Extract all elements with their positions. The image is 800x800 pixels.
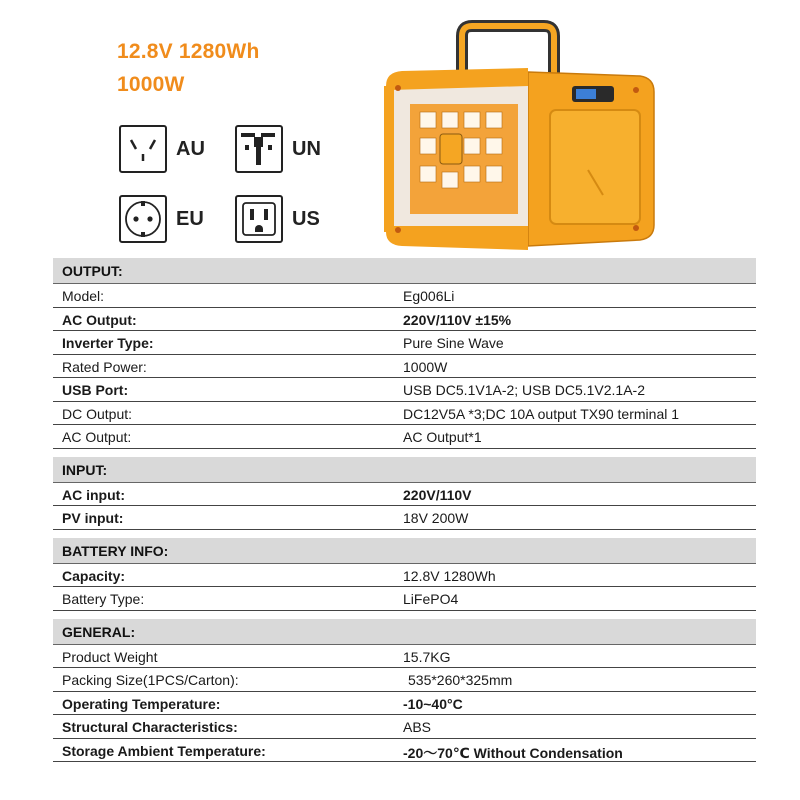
spec-key: Capacity:: [62, 567, 126, 584]
headline-power: 1000W: [117, 73, 185, 96]
table-row: [53, 331, 756, 355]
power-station-image: [378, 20, 663, 252]
plug-label-au: AU: [176, 137, 205, 160]
table-row: [53, 308, 756, 332]
table-row: [53, 506, 756, 530]
table-row: [53, 402, 756, 426]
table-row: [53, 564, 756, 588]
plug-type-eu: [119, 195, 204, 243]
plug-type-us: [235, 195, 320, 243]
section-header: [53, 538, 756, 564]
spec-value: ABS: [403, 719, 432, 735]
section-title: BATTERY INFO:: [62, 542, 169, 559]
table-row: [53, 739, 756, 763]
spec-value: 535*260*325mm: [408, 672, 513, 688]
spec-value: Eg006Li: [403, 288, 455, 304]
plug-type-au: [119, 125, 205, 173]
spec-key: Rated Power:: [62, 358, 147, 375]
spec-key: PV input:: [62, 510, 124, 526]
spec-value: USB DC5.1V1A-2; USB DC5.1V2.1A-2: [403, 382, 645, 398]
spec-key: AC Output:: [62, 311, 137, 328]
spec-value: -10~40°C: [403, 695, 463, 712]
spec-value: 15.7KG: [403, 648, 451, 665]
plug-type-un: [235, 125, 321, 173]
spec-key: Model:: [62, 288, 105, 304]
table-row: [53, 378, 756, 402]
spec-key: Storage Ambient Temperature:: [62, 742, 266, 759]
spec-key: USB Port:: [62, 382, 129, 398]
spec-key: AC Output:: [62, 429, 132, 445]
spec-key: DC Output:: [62, 405, 133, 422]
table-row: [53, 483, 756, 507]
table-row: [53, 668, 756, 692]
spec-value: 18V 200W: [403, 510, 469, 526]
table-row: [53, 425, 756, 449]
section-input: [53, 457, 756, 530]
spec-value: AC Output*1: [403, 429, 482, 445]
spec-value: 12.8V 1280Wh: [403, 567, 496, 584]
spec-key: Packing Size(1PCS/Carton):: [62, 672, 239, 688]
spec-value: 1000W: [403, 358, 448, 375]
section-battery: [53, 538, 756, 611]
table-row: [53, 284, 756, 308]
section-header: [53, 258, 756, 284]
table-row: [53, 692, 756, 716]
table-row: [53, 355, 756, 379]
headline-capacity: 12.8V 1280Wh: [117, 40, 260, 63]
spec-key: Structural Characteristics:: [62, 719, 238, 735]
section-output: [53, 258, 756, 449]
plug-label-us: US: [292, 207, 320, 230]
eu-plug-icon: [119, 195, 167, 243]
spec-key: Operating Temperature:: [62, 695, 221, 712]
spec-value: LiFePO4: [403, 591, 459, 607]
au-plug-icon: [119, 125, 167, 173]
section-title: GENERAL:: [62, 623, 136, 640]
plug-label-eu: EU: [176, 207, 204, 230]
spec-value: Pure Sine Wave: [403, 335, 504, 351]
us-plug-icon: [235, 195, 283, 243]
spec-value: 220V/110V ±15%: [403, 311, 512, 328]
spec-key: AC input:: [62, 486, 125, 503]
section-header: [53, 457, 756, 483]
table-row: [53, 715, 756, 739]
spec-value: DC12V5A *3;DC 10A output TX90 terminal 1: [403, 405, 680, 422]
table-row: [53, 645, 756, 669]
section-title: INPUT:: [62, 461, 108, 478]
spec-table: [53, 258, 756, 762]
plug-label-un: UN: [292, 137, 321, 160]
spec-value: -20～70℃ Without Condensation: [403, 744, 623, 761]
spec-key: Battery Type:: [62, 591, 145, 607]
section-general: [53, 619, 756, 763]
table-row: [53, 587, 756, 611]
spec-value: 220V/110V: [403, 486, 472, 503]
universal-plug-icon: [235, 125, 283, 173]
spec-key: Inverter Type:: [62, 335, 154, 351]
spec-key: Product Weight: [62, 648, 158, 665]
section-header: [53, 619, 756, 645]
section-title: OUTPUT:: [62, 263, 123, 279]
